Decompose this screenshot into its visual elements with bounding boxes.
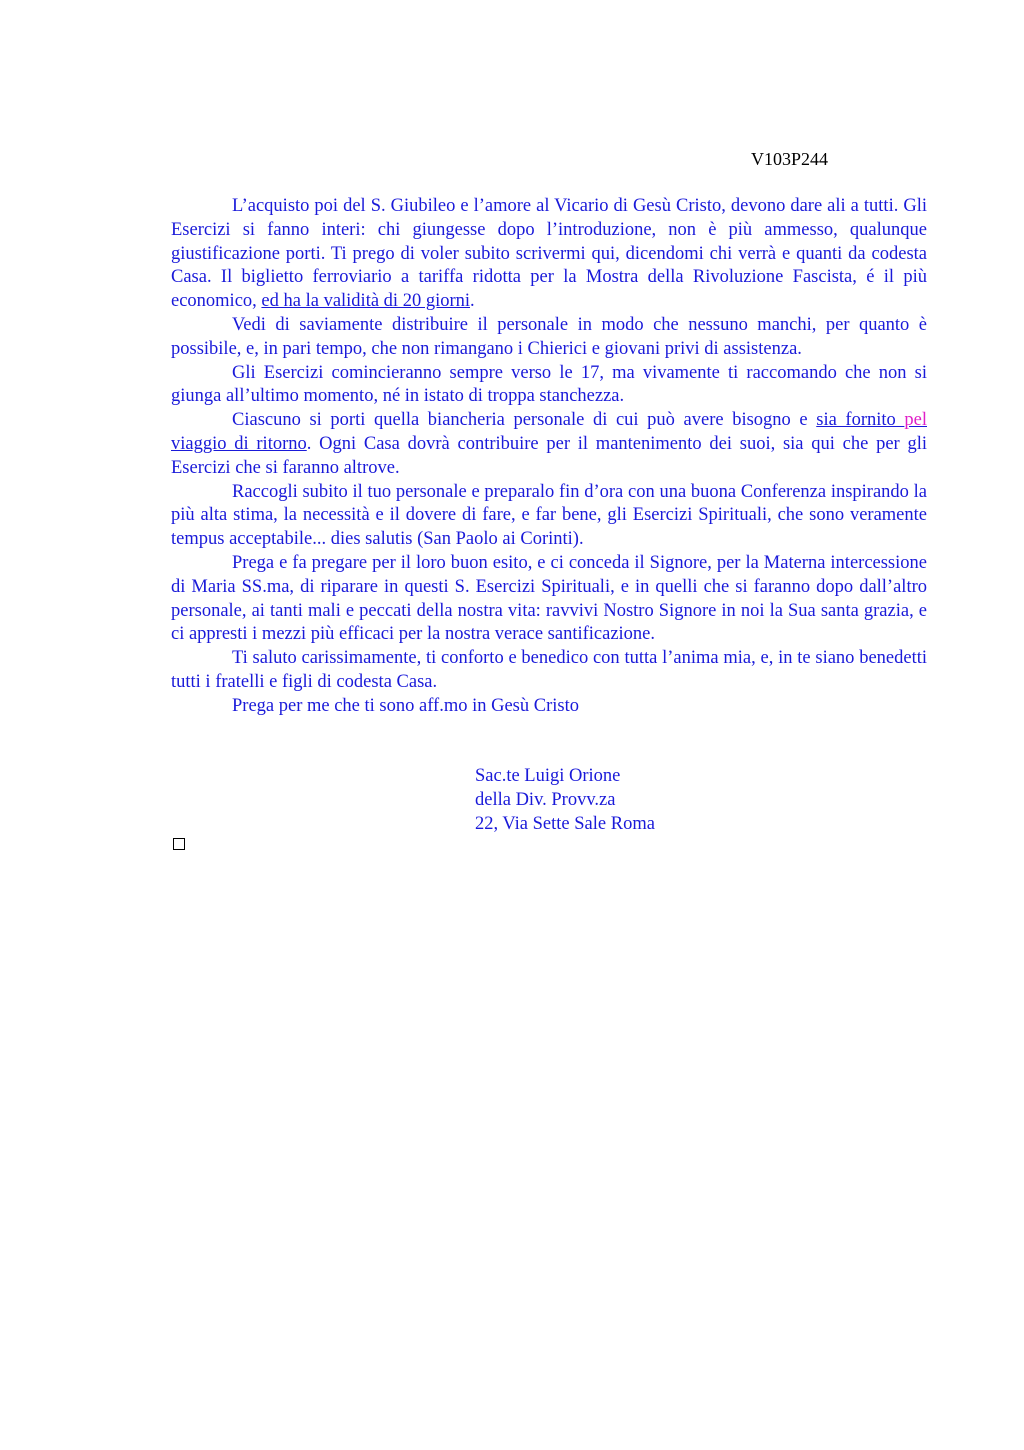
paragraph-6 xyxy=(171,552,927,647)
text-segment: Prega per me che ti sono aff.mo in Gesù Cristo xyxy=(232,695,579,716)
paragraph-1 xyxy=(171,195,927,314)
underlined-text: sia fornito xyxy=(816,410,905,431)
paragraph-4 xyxy=(171,409,927,480)
underlined-text: viaggio di ritorno xyxy=(171,433,307,454)
signature-block xyxy=(475,765,655,836)
signature-title: della Div. Provv.za xyxy=(475,789,616,810)
paragraph-7 xyxy=(171,647,927,695)
text-segment: Ciascuno si porti quella biancheria personale di cui può avere bisogno e xyxy=(232,410,817,431)
signature-address: 22, Via Sette Sale Roma xyxy=(475,813,655,834)
highlighted-text: pel xyxy=(904,410,927,431)
paragraph-8 xyxy=(171,695,927,719)
checkbox-square xyxy=(173,838,185,850)
text-segment: Gli Esercizi comincieranno sempre verso le 17, ma vivamente ti raccomando che non si giunga all’ultimo momento, né in istato di troppa stanchezza. xyxy=(171,362,927,407)
paragraph-2 xyxy=(171,314,927,362)
text-segment: Ti saluto carissimamente, ti conforto e benedico con tutta l’anima mia, e, in te siano benedetti tutti i fratelli e figli di codesta Casa. xyxy=(171,648,927,692)
text-segment: . xyxy=(470,291,475,312)
paragraph-5 xyxy=(171,481,927,552)
underlined-text: ed ha la validità di 20 giorni xyxy=(261,291,471,312)
signature-name: Sac.te Luigi Orione xyxy=(475,766,621,786)
text-segment: Prega e fa pregare per il loro buon esito, e ci conceda il Signore, per la Materna intercessione di Maria SS.ma, di riparare in questi S. Esercizi Spirituali, e in quelli che si faranno dopo dall’altro personale, ai tanti mali e peccati della nostra vita: ravvivi Nostro Signore in noi la Sua santa grazia, e ci appresti i mezzi più efficaci per la nostra verace santificazione. xyxy=(171,552,927,645)
text-segment: . Ogni Casa dovrà contribuire per il mantenimento dei suoi, sia qui che per gli Esercizi che si faranno altrove. xyxy=(171,433,928,478)
text-segment: L’acquisto poi del S. Giubileo e l’amore al Vicario di Gesù Cristo, devono dare ali a tutti. Gli Esercizi si fanno interi: chi giungesse dopo l’introduzione, non è più ammesso, qualunque giustificazione porti. Ti prego di voler subito scrivermi qui, dicendomi chi verrà e quanti da codesta Casa. Il biglietto ferroviario a tariffa ridotta per la Mostra della Rivoluzione Fascista, é il più economico, xyxy=(171,196,927,312)
text-segment: Vedi di saviamente distribuire il personale in modo che nessuno manchi, per quanto è possibile, e, in pari tempo, che non rimangano i Chierici e giovani privi di assistenza. xyxy=(171,314,927,359)
paragraph-3 xyxy=(171,362,927,410)
reference-code: V103P244 xyxy=(751,149,829,169)
letter-body xyxy=(171,195,927,719)
text-segment: Raccogli subito il tuo personale e preparalo fin d’ora con una buona Conferenza inspirando la più alta stima, la necessità e il dovere di fare, e far bene, gli Esercizi Spirituali, che sono veramente tempus acceptabile... dies salutis (San Paolo ai Corinti). xyxy=(171,481,927,550)
